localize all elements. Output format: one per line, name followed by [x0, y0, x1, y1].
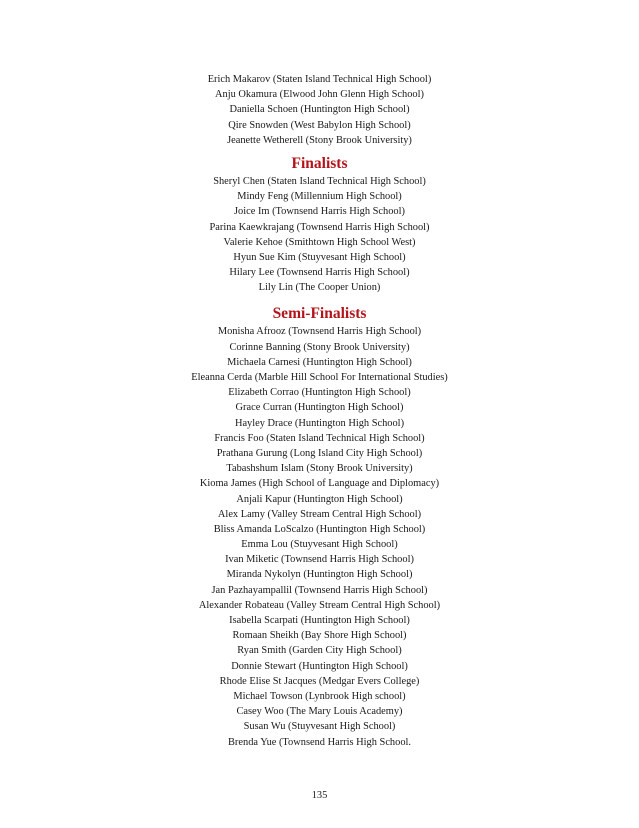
- list-item: Tabashshum Islam (Stony Brook University): [226, 463, 413, 475]
- list-item: Anjali Kapur (Huntington High School): [236, 493, 403, 505]
- list-item: Ivan Miketic (Townsend Harris High School): [225, 554, 414, 566]
- list-item: Hilary Lee (Townsend Harris High School): [229, 267, 410, 279]
- list-item: Emma Lou (Stuyvesant High School): [241, 539, 398, 551]
- list-item: Lily Lin (The Cooper Union): [258, 282, 381, 294]
- list-item: Joice Im (Townsend Harris High School): [234, 206, 405, 218]
- list-item: Susan Wu (Stuyvesant High School): [243, 721, 396, 733]
- list-item: Bliss Amanda LoScalzo (Huntington High School): [213, 523, 426, 535]
- list-item: Francis Foo (Staten Island Technical High School): [214, 432, 425, 444]
- list-item: Erich Makarov (Staten Island Technical High School): [207, 74, 432, 85]
- list-item: Qire Snowden (West Babylon High School): [228, 119, 411, 131]
- list-item: Jan Pazhayampallil (Townsend Harris High School): [211, 584, 428, 596]
- list-item: Jeanette Wetherell (Stony Brook University): [227, 134, 412, 146]
- finalists-list: [0, 174, 639, 296]
- finalists-heading: Finalists: [291, 154, 348, 172]
- list-item: Monisha Afrooz (Townsend Harris High School): [217, 326, 422, 338]
- semi-finalists-heading: Semi-Finalists: [272, 305, 367, 323]
- list-item: Casey Woo (The Mary Louis Academy): [236, 706, 403, 718]
- list-item: Valerie Kehoe (Smithtown High School West): [223, 236, 416, 248]
- list-item: Kioma James (High School of Language and Diplomacy): [199, 478, 440, 490]
- list-item: Sheryl Chen (Staten Island Technical High School): [213, 175, 426, 187]
- list-item: Mindy Feng (Millennium High School): [237, 191, 402, 203]
- list-item: Ryan Smith (Garden City High School): [237, 645, 402, 657]
- list-item: Brenda Yue (Townsend Harris High School.: [228, 736, 411, 748]
- list-item: Michael Towson (Lynbrook High school): [233, 690, 406, 702]
- list-item: Isabella Scarpati (Huntington High School): [229, 615, 410, 626]
- list-item: Romaan Sheikh (Bay Shore High School): [232, 630, 407, 642]
- list-item: Hyun Sue Kim (Stuyvesant High School): [233, 251, 406, 263]
- list-item: Alexander Robateau (Valley Stream Central High School): [198, 599, 441, 611]
- list-item: Eleanna Cerda (Marble Hill School For International Studies): [191, 372, 448, 383]
- continued-name-list: [0, 72, 639, 148]
- list-item: Donnie Stewart (Huntington High School): [231, 660, 408, 672]
- list-item: Rhode Elise St Jacques (Medgar Evers College): [219, 675, 420, 687]
- page-number: 135: [311, 790, 328, 801]
- list-item: Alex Lamy (Valley Stream Central High School): [217, 508, 422, 520]
- list-item: Daniella Schoen (Huntington High School): [229, 104, 410, 116]
- list-item: Prathana Gurung (Long Island City High School): [216, 447, 423, 459]
- list-item: Grace Curran (Huntington High School): [235, 402, 404, 414]
- semi-finalists-list: [0, 324, 639, 749]
- list-item: Parina Kaewkrajang (Townsend Harris High School): [209, 221, 430, 233]
- list-item: Hayley Drace (Huntington High School): [234, 417, 405, 429]
- list-item: Corinne Banning (Stony Brook University): [229, 341, 410, 353]
- list-item: Anju Okamura (Elwood John Glenn High School): [215, 89, 424, 101]
- page-content: [0, 72, 639, 750]
- list-item: Miranda Nykolyn (Huntington High School): [226, 569, 413, 581]
- list-item: Michaela Carnesi (Huntington High School): [227, 356, 412, 368]
- list-item: Elizabeth Corrao (Huntington High School): [228, 387, 411, 399]
